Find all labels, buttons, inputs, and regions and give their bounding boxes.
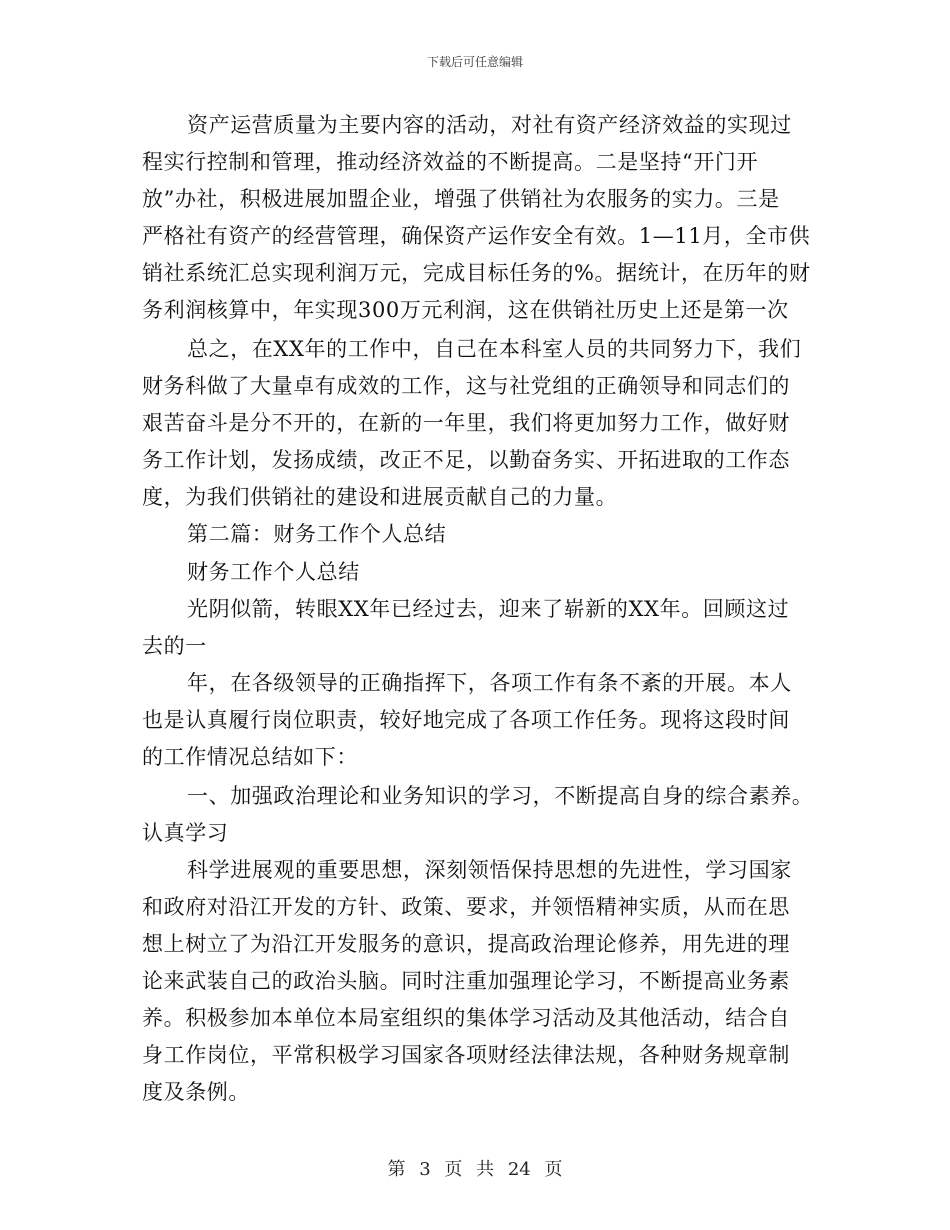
text-line: 论来武装自己的政治头脑。同时注重加强理论学习，不断提高业务素 <box>142 969 790 993</box>
section-heading: 第二篇：财务工作个人总结 <box>187 522 447 546</box>
text-line: 度及条例。 <box>142 1080 250 1104</box>
text-line: 也是认真履行岗位职责，较好地完成了各项工作任务。现将这段时间 <box>142 708 790 732</box>
page-header: 下载后可任意编辑 <box>426 55 523 69</box>
text-line: 资产运营质量为主要内容的活动，对社有资产经济效益的实现过 <box>187 113 792 137</box>
text-line: 销社系统汇总实现利润万元，完成目标任务的%。据统计，在历年的财 <box>142 261 811 285</box>
text-line: 一、加强政治理论和业务知识的学习，不断提高自身的综合素养。 <box>187 784 814 808</box>
text-line: 和政府对沿江开发的方针、政策、要求，并领悟精神实质，从而在思 <box>142 895 790 919</box>
text-line: 认真学习 <box>142 821 229 845</box>
text-line: 去的一 <box>142 634 207 658</box>
document-title: 财务工作个人总结 <box>187 560 360 584</box>
text-line: 科学进展观的重要思想，深刻领悟保持思想的先进性，学习国家 <box>187 858 792 882</box>
text-line: 财务科做了大量卓有成效的工作，这与社党组的正确领导和同志们的 <box>142 374 790 398</box>
text-line: 身工作岗位，平常积极学习国家各项财经法律法规，各种财务规章制 <box>142 1043 790 1067</box>
text-line: 严格社有资产的经营管理，确保资产运作安全有效。1—11月，全市供 <box>142 224 811 248</box>
text-line: 放”办社，积极进展加盟企业，增强了供销社为农服务的实力。三是 <box>142 187 780 211</box>
text-line: 总之，在XX年的工作中，自己在本科室人员的共同努力下，我们 <box>187 337 802 361</box>
text-line: 的工作情况总结如下： <box>142 745 358 769</box>
text-line: 度，为我们供销社的建设和进展贡献自己的力量。 <box>142 485 618 509</box>
text-line: 务工作计划，发扬成绩，改正不足，以勤奋务实、开拓进取的工作态 <box>142 448 790 472</box>
page-number: 第 3 页 共 24 页 <box>387 1159 563 1180</box>
text-line: 想上树立了为沿江开发服务的意识，提高政治理论修养，用先进的理 <box>142 932 790 956</box>
text-line: 养。积极参加本单位本局室组织的集体学习活动及其他活动，结合自 <box>142 1006 790 1030</box>
text-line: 年，在各级领导的正确指挥下，各项工作有条不紊的开展。本人 <box>187 671 792 695</box>
text-line: 务利润核算中，年实现300万元利润，这在供销社历史上还是第一次 <box>142 298 789 322</box>
text-line: 艰苦奋斗是分不开的，在新的一年里，我们将更加努力工作，做好财 <box>142 411 790 435</box>
text-line: 光阴似箭，转眼XX年已经过去，迎来了崭新的XX年。回顾这过 <box>187 597 790 621</box>
text-line: 程实行控制和管理，推动经济效益的不断提高。二是坚持“开门开 <box>142 150 759 174</box>
